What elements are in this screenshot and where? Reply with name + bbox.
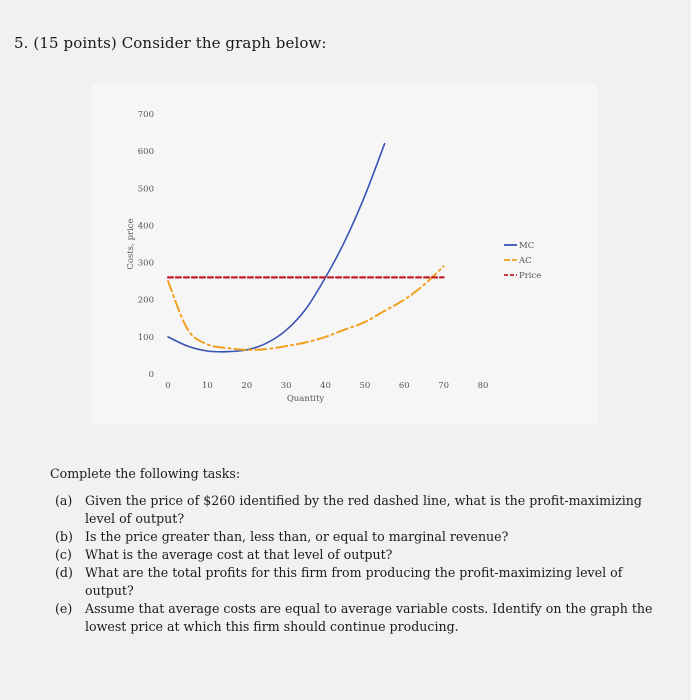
y-tick-label: 200: [137, 295, 154, 306]
task-c: [55, 546, 670, 564]
task-text: Assume that average costs are equal to average variable costs. Identify on the graph the lowest price at which this firm should continue producing.: [85, 601, 653, 634]
y-tick-label: 100: [137, 332, 154, 343]
y-axis-label: Costs, price: [126, 218, 136, 270]
task-b: [55, 528, 670, 546]
task-text: What are the total profits for this firm from producing the profit-maximizing level of output?: [85, 565, 623, 598]
task-a: [55, 492, 670, 528]
x-tick-label: 10: [201, 381, 213, 391]
tasks-intro: Complete the following tasks:: [50, 466, 241, 481]
x-tick-label: 60: [398, 381, 410, 391]
legend-label-mc: MC: [519, 241, 535, 251]
x-tick-label: 50: [359, 381, 371, 391]
task-e: [55, 600, 670, 636]
x-tick-label: 20: [241, 381, 253, 391]
y-tick-label: 500: [137, 184, 154, 195]
legend-label-ac: AC: [519, 256, 532, 266]
task-text: Is the price greater than, less than, or equal to marginal revenue?: [85, 529, 509, 544]
x-tick-label: 80: [477, 381, 489, 391]
task-label: (c): [55, 547, 72, 562]
x-tick-label: 0: [165, 381, 171, 391]
task-text: Given the price of $260 identified by the red dashed line, what is the profit-maximizing level of output?: [85, 493, 642, 526]
question-title: 5. (15 points) Consider the graph below:: [14, 34, 327, 52]
y-tick-label: 0: [148, 370, 154, 380]
task-text: What is the average cost at that level of output?: [85, 547, 393, 562]
chart-svg: [92, 84, 597, 424]
tasks-section: [50, 465, 670, 636]
task-label: (b): [55, 529, 73, 544]
x-tick-label: 70: [438, 381, 450, 391]
series-line-mc: [168, 144, 385, 352]
legend-label-price: Price: [519, 271, 542, 281]
x-tick-label: 30: [280, 381, 292, 391]
y-tick-label: 700: [137, 110, 154, 120]
y-tick-label: 400: [137, 221, 154, 232]
y-tick-label: 300: [137, 258, 154, 269]
task-label: (a): [55, 493, 73, 508]
task-label: (d): [55, 565, 73, 580]
y-tick-label: 600: [137, 147, 154, 158]
cost-graph: [92, 84, 597, 424]
x-axis-label: Quantity: [286, 394, 325, 404]
task-d: [55, 564, 670, 600]
x-tick-label: 40: [320, 381, 331, 391]
task-label: (e): [55, 601, 73, 616]
